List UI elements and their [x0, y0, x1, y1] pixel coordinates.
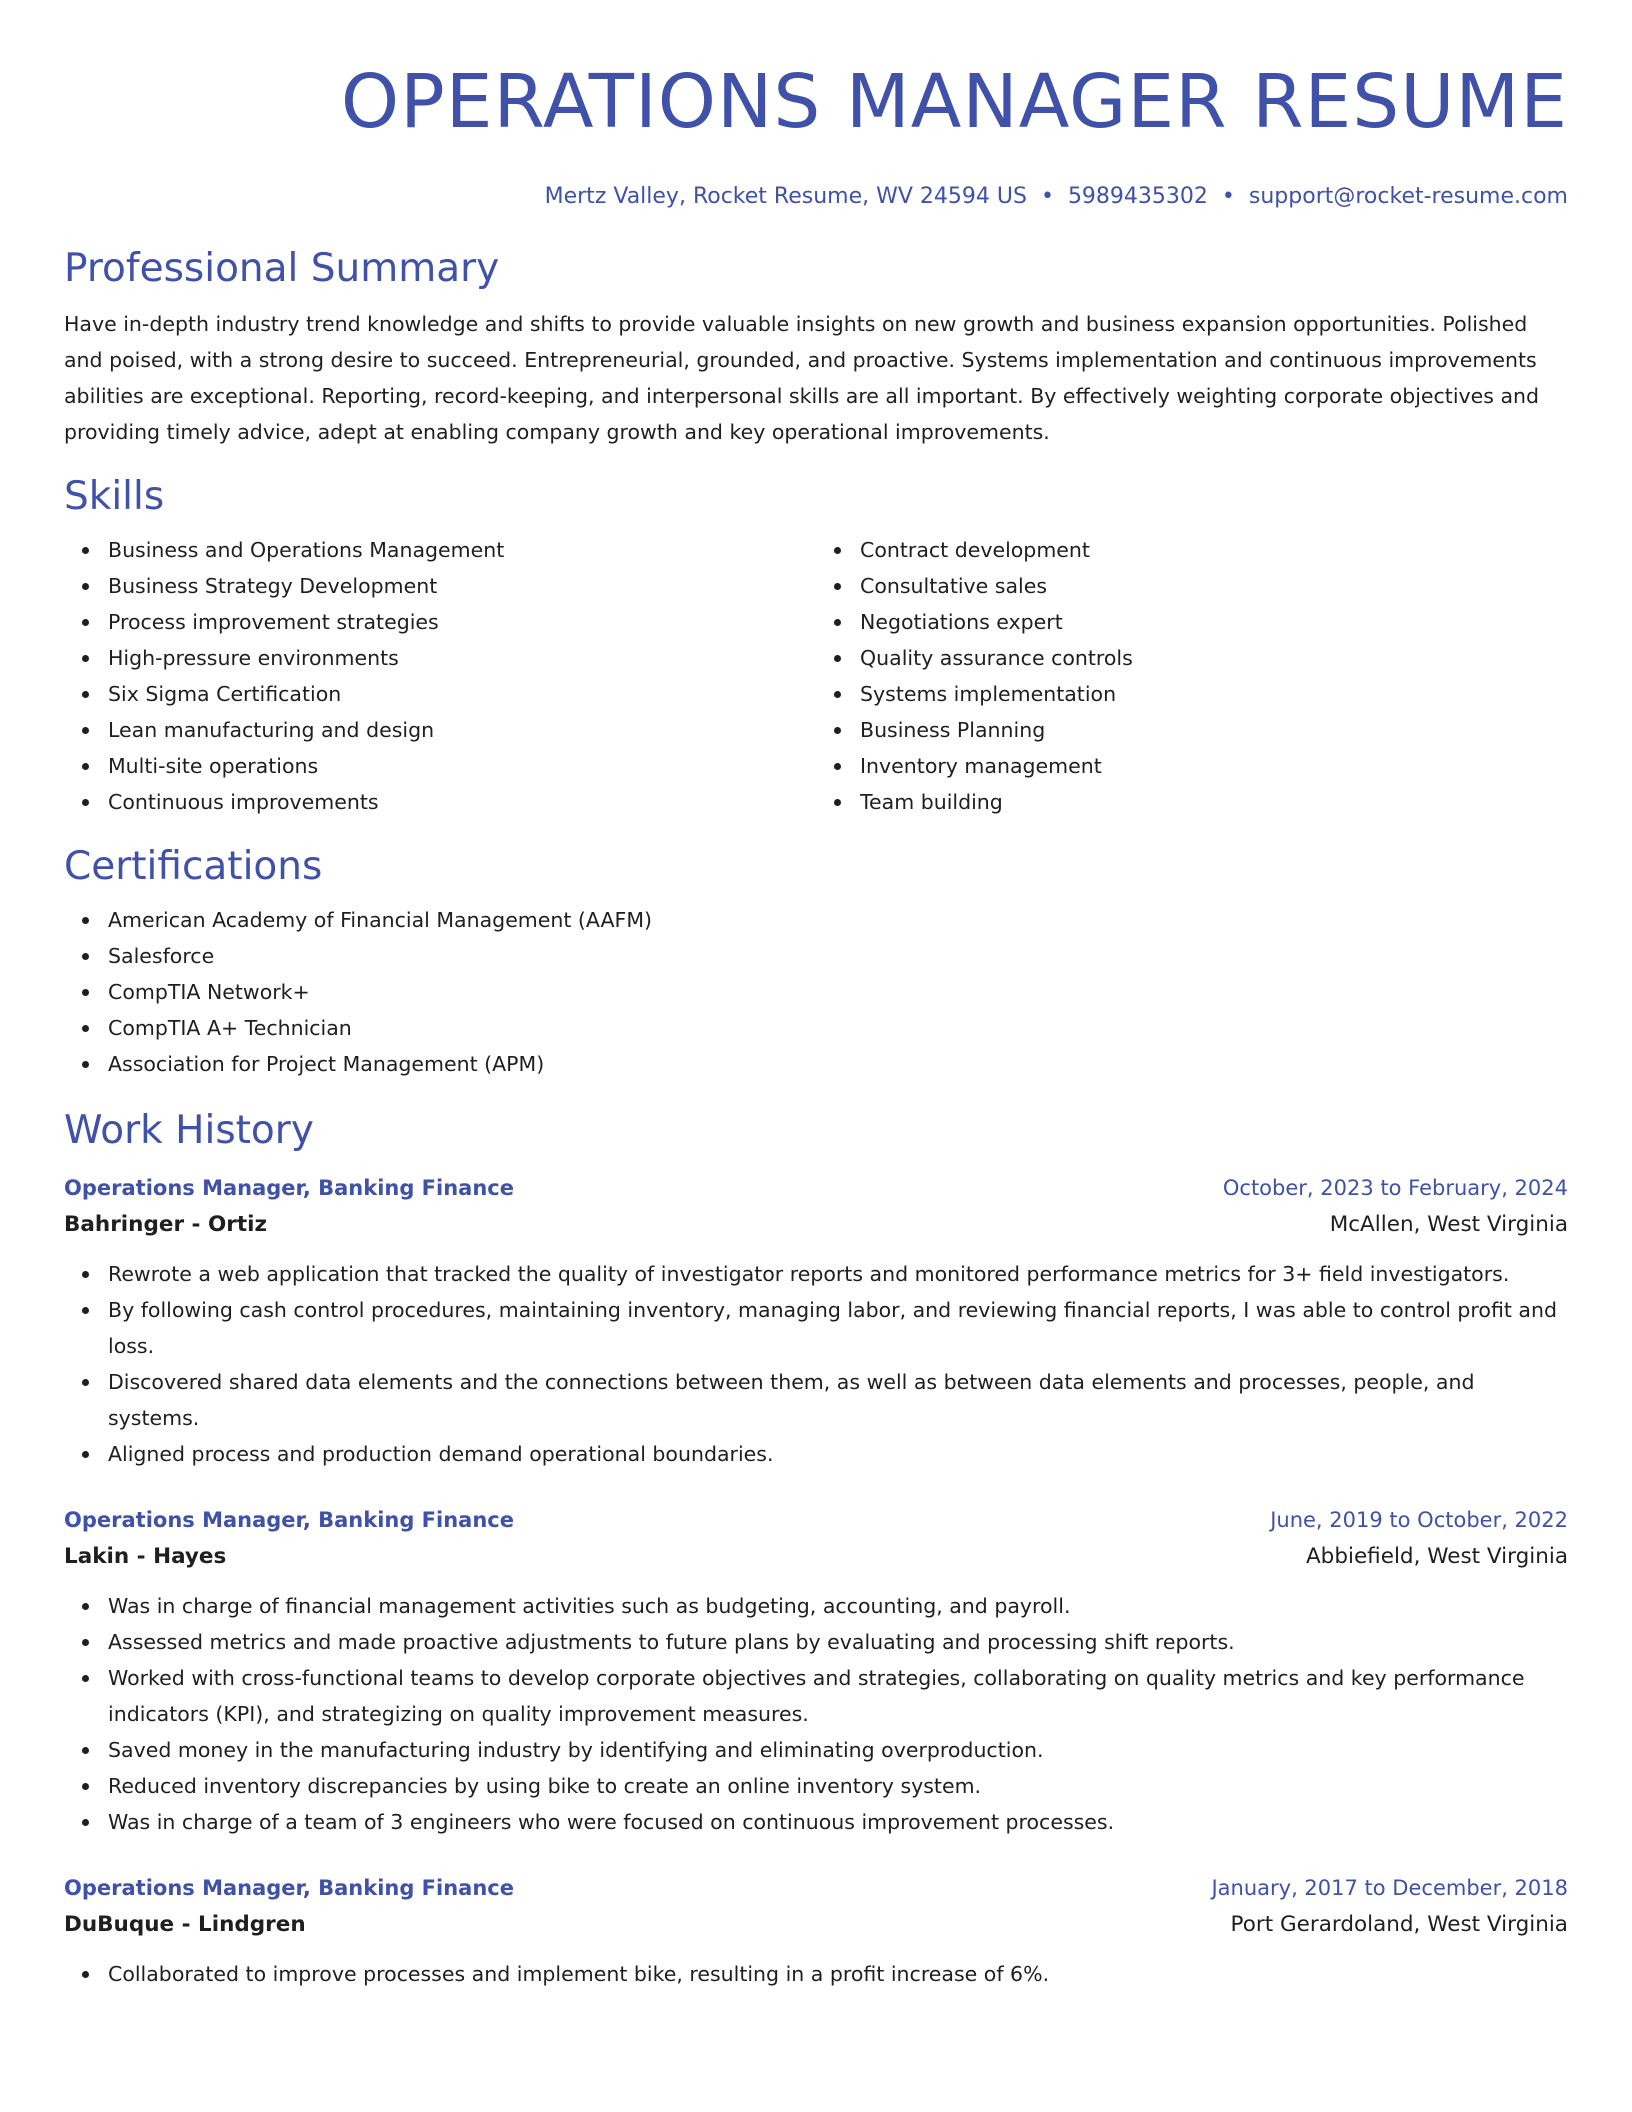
summary-heading: Professional Summary: [64, 246, 500, 291]
job-location: McAllen, West Virginia: [1329, 1212, 1568, 1237]
job-entry: [64, 1870, 1568, 1992]
job-bullet: Assessed metrics and made proactive adjustments to future plans by evaluating and processing shift reports.: [108, 1624, 1568, 1660]
contact-separator: •: [1221, 184, 1235, 209]
skill-item: Consultative sales: [860, 568, 1568, 604]
job-company: Lakin - Hayes: [64, 1544, 227, 1569]
job-entry: [64, 1170, 1568, 1472]
skill-item: Six Sigma Certification: [108, 676, 816, 712]
job-header-row: [64, 1870, 1568, 1906]
work-history-heading: Work History: [64, 1108, 314, 1153]
job-dates: June, 2019 to October, 2022: [1270, 1508, 1568, 1532]
job-bullet: Aligned process and production demand operational boundaries.: [108, 1436, 1568, 1472]
skill-item: Inventory management: [860, 748, 1568, 784]
certification-item: American Academy of Financial Management (AAFM): [108, 902, 1568, 938]
job-dates: October, 2023 to February, 2024: [1222, 1176, 1568, 1200]
job-bullet: Rewrote a web application that tracked the quality of investigator reports and monitored performance metrics for 3+ field investigators.: [108, 1256, 1568, 1292]
address-text: Mertz Valley, Rocket Resume, WV 24594 US: [544, 184, 1027, 209]
skill-item: Business and Operations Management: [108, 532, 816, 568]
skills-heading: Skills: [64, 474, 165, 519]
job-bullet: Discovered shared data elements and the connections between them, as well as between data elements and processes, people, and systems.: [108, 1364, 1568, 1436]
job-bullet: Was in charge of financial management activities such as budgeting, accounting, and payroll.: [108, 1588, 1568, 1624]
job-bullets: [64, 1956, 1568, 1992]
resume-title: OPERATIONS MANAGER RESUME: [340, 59, 1568, 145]
job-bullet: Worked with cross-functional teams to develop corporate objectives and strategies, collaborating on quality metrics and key performance indicators (KPI), and strategizing on quality improvement measures.: [108, 1660, 1568, 1732]
certification-item: Association for Project Management (APM): [108, 1046, 1568, 1082]
skills-column-left: [64, 532, 816, 820]
contact-line: [64, 182, 1568, 212]
skill-item: High-pressure environments: [108, 640, 816, 676]
contact-separator: •: [1040, 184, 1054, 209]
job-title: Operations Manager, Banking Finance: [64, 1876, 514, 1900]
certification-item: Salesforce: [108, 938, 1568, 974]
skill-item: Negotiations expert: [860, 604, 1568, 640]
job-bullets: [64, 1588, 1568, 1840]
skill-item: Lean manufacturing and design: [108, 712, 816, 748]
job-bullet: By following cash control procedures, maintaining inventory, managing labor, and reviewing financial reports, I was able to control profit and loss.: [108, 1292, 1568, 1364]
job-company: DuBuque - Lindgren: [64, 1912, 306, 1937]
job-title: Operations Manager, Banking Finance: [64, 1176, 514, 1200]
skill-item: Process improvement strategies: [108, 604, 816, 640]
certification-item: CompTIA A+ Technician: [108, 1010, 1568, 1046]
skills-grid: [64, 532, 1568, 820]
skills-column-right: [816, 532, 1568, 820]
job-bullet: Collaborated to improve processes and implement bike, resulting in a profit increase of 6%.: [108, 1956, 1568, 1992]
job-location: Abbiefield, West Virginia: [1305, 1544, 1568, 1569]
job-dates: January, 2017 to December, 2018: [1211, 1876, 1568, 1900]
job-company-row: [64, 1538, 1568, 1576]
job-company: Bahringer - Ortiz: [64, 1212, 267, 1237]
certification-item: CompTIA Network+: [108, 974, 1568, 1010]
job-bullets: [64, 1256, 1568, 1472]
skill-item: Business Strategy Development: [108, 568, 816, 604]
job-company-row: [64, 1206, 1568, 1244]
certifications-heading: Certifications: [64, 844, 323, 889]
skill-item: Multi-site operations: [108, 748, 816, 784]
skill-item: Team building: [860, 784, 1568, 820]
skill-item: Business Planning: [860, 712, 1568, 748]
phone-text: 5989435302: [1067, 184, 1208, 209]
job-location: Port Gerardoland, West Virginia: [1230, 1912, 1568, 1937]
job-header-row: [64, 1170, 1568, 1206]
summary-text: Have in-depth industry trend knowledge and shifts to provide valuable insights on new growth and business expansion opportunities. Polished and poised, with a strong desire to succeed. Entrepreneurial, grounded, and proactive. Systems implementation and continuous improvements abilities are exceptional. Reporting, record-keeping, and interpersonal skills are all important. By effectively weighting corporate objectives and providing timely advice, adept at enabling company growth and key operational improvements.: [64, 312, 1540, 444]
job-bullet: Was in charge of a team of 3 engineers who were focused on continuous improvement processes.: [108, 1804, 1568, 1840]
job-entry: [64, 1502, 1568, 1840]
job-bullet: Saved money in the manufacturing industry by identifying and eliminating overproduction.: [108, 1732, 1568, 1768]
certifications-list: [64, 902, 1568, 1082]
job-header-row: [64, 1502, 1568, 1538]
email-link[interactable]: support@rocket-resume.com: [1248, 184, 1568, 209]
skill-item: Systems implementation: [860, 676, 1568, 712]
job-title: Operations Manager, Banking Finance: [64, 1508, 514, 1532]
skill-item: Quality assurance controls: [860, 640, 1568, 676]
skill-item: Contract development: [860, 532, 1568, 568]
job-bullet: Reduced inventory discrepancies by using bike to create an online inventory system.: [108, 1768, 1568, 1804]
job-company-row: [64, 1906, 1568, 1944]
skill-item: Continuous improvements: [108, 784, 816, 820]
